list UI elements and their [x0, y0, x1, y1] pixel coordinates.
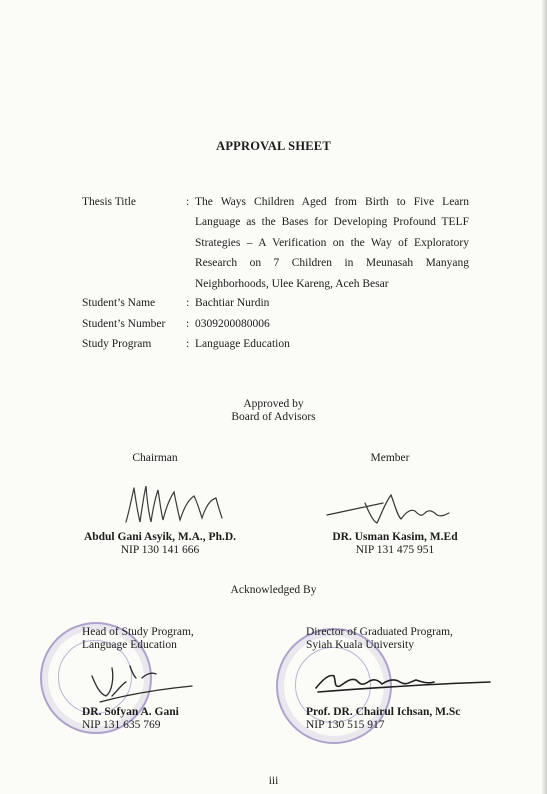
member-name: DR. Usman Kasim, M.Ed: [332, 531, 458, 543]
head-title-line: Language Education: [82, 639, 177, 651]
chairman-name: Abdul Gani Asyik, M.A., Ph.D.: [83, 531, 237, 543]
page-edge-shadow: [541, 0, 547, 794]
student-number-colon: :: [186, 318, 190, 330]
thesis-title-colon: :: [186, 196, 190, 208]
director-signature: [310, 662, 510, 702]
director-title-line: Syiah Kuala University: [306, 639, 414, 651]
approved-by-label: Approved by: [243, 398, 304, 410]
thesis-title-line: The Ways Children Aged from Birth to Five Learn: [195, 196, 469, 208]
thesis-title-value: [195, 192, 469, 294]
thesis-title-line: Neighborhoods, Ulee Kareng, Aceh Besar: [195, 277, 389, 290]
chairman-signature: [118, 478, 248, 528]
chairman-nip: NIP 130 141 666: [120, 544, 200, 556]
head-title-line: Head of Study Program,: [82, 626, 194, 638]
member-signature: [325, 485, 455, 530]
study-program-colon: :: [186, 338, 190, 350]
page-number: iii: [268, 775, 279, 787]
student-number-label: Student’s Number: [82, 318, 166, 330]
board-of-advisors-label: Board of Advisors: [231, 411, 316, 423]
acknowledged-by-label: Acknowledged By: [230, 584, 317, 596]
student-number-value: 0309200080006: [195, 318, 270, 330]
head-signature: [82, 656, 212, 706]
thesis-title-line: Language as the Bases for Developing Profound TELF: [195, 216, 469, 229]
chairman-role: Chairman: [132, 452, 178, 464]
director-nip: NIP 130 515 917: [306, 719, 385, 731]
member-nip: NIP 131 475 951: [355, 544, 435, 556]
director-title-line: Director of Graduated Program,: [306, 626, 453, 638]
thesis-title-line: Strategies – A Verification on the Way of Exploratory: [195, 236, 469, 249]
head-nip: NIP 131 635 769: [82, 719, 161, 731]
thesis-title-line: Research on 7 Children in Meunasah Manyang: [195, 257, 469, 270]
student-name-colon: :: [186, 297, 190, 309]
study-program-label: Study Program: [82, 338, 152, 350]
student-name-value: Bachtiar Nurdin: [195, 297, 270, 309]
head-name: DR. Sofyan A. Gani: [82, 706, 179, 718]
director-name: Prof. DR. Chairul Ichsan, M.Sc: [306, 706, 461, 718]
document-title: APPROVAL SHEET: [216, 139, 331, 153]
study-program-value: Language Education: [195, 338, 290, 350]
thesis-title-label: Thesis Title: [82, 196, 137, 208]
member-role: Member: [370, 452, 410, 464]
student-name-label: Student’s Name: [82, 297, 156, 309]
